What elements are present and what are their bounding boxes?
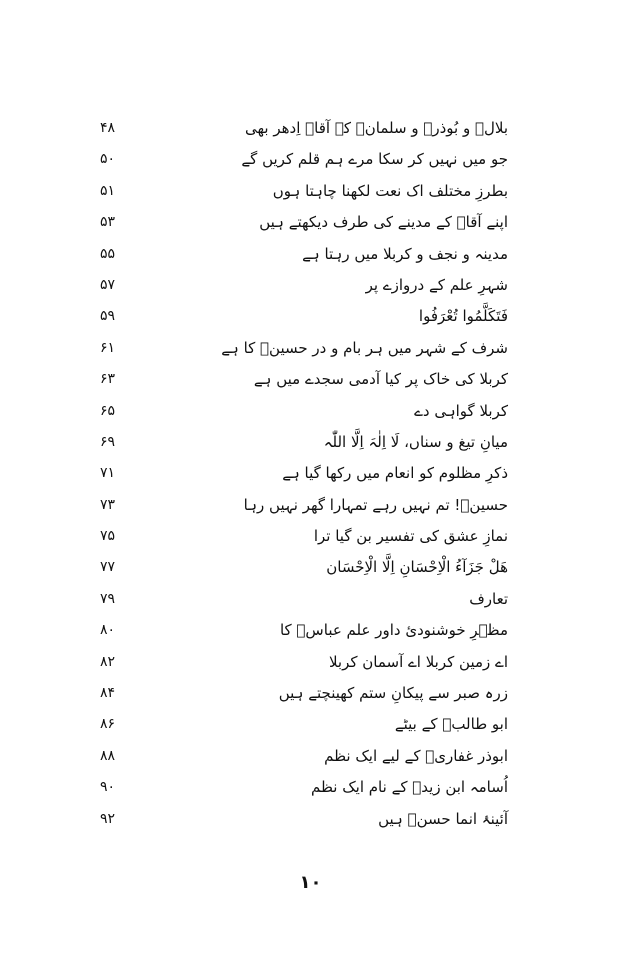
toc-entry-page: ۶۱: [100, 339, 116, 356]
toc-entry-title: کربلا کی خاک پر کیا آدمی سجدے میں ہے: [253, 370, 508, 389]
toc-entry-title: نمازِ عشق کی تفسیر بن گیا ترا: [313, 527, 508, 546]
toc-entry: [100, 521, 508, 552]
toc-entry-page: ۷۳: [100, 496, 116, 513]
toc-entry: [100, 301, 508, 332]
toc-entry: [100, 270, 508, 301]
toc-entry: [100, 427, 508, 458]
toc-entry-title: فَتَكَلَّمُوا تُعْرَفُوا: [418, 307, 508, 326]
toc-entry-page: ۸۲: [100, 653, 116, 670]
toc-entry-title: حسینؑ! تم نہیں رہے تمہارا گھر نہیں رہا: [243, 495, 508, 514]
toc-entry: [100, 741, 508, 772]
toc-entry: [100, 113, 508, 144]
toc-entry-page: ۷۹: [100, 590, 116, 607]
toc-entry: [100, 804, 508, 835]
toc-entry-title: ابوذر غفاریؓ کے لیے ایک نظم: [324, 746, 508, 765]
toc-entry-page: ۹۲: [100, 810, 116, 827]
toc-entry-page: ۹۰: [100, 779, 116, 796]
toc-entry-title: آئینۂ انما حسنؑ ہیں: [378, 809, 508, 828]
toc-entry-title: مدینہ و نجف و کربلا میں رہتا ہے: [302, 244, 508, 263]
toc-entry: [100, 176, 508, 207]
toc-entry-page: ۷۱: [100, 465, 116, 482]
toc-entry-page: ۵۷: [100, 276, 116, 293]
toc-entry: [100, 490, 508, 521]
toc-entry-page: ۵۰: [100, 151, 116, 168]
toc-entry-page: ۴۸: [100, 120, 116, 136]
toc-entry: [100, 144, 508, 175]
toc-entry-title: مظہرِ خوشنودیٔ داور علم عباسؑ کا: [279, 621, 508, 640]
toc-entry: [100, 458, 508, 489]
table-of-contents: [100, 113, 508, 835]
toc-entry-page: ۷۵: [100, 528, 116, 545]
toc-entry-page: ۸۴: [100, 685, 116, 702]
toc-entry: [100, 647, 508, 678]
toc-entry: [100, 364, 508, 395]
toc-entry-page: ۶۹: [100, 433, 116, 450]
toc-entry: [100, 615, 508, 646]
toc-entry-title: اے زمین کربلا اے آسمان کربلا: [328, 652, 508, 671]
toc-entry-page: ۵۳: [100, 214, 116, 231]
toc-entry-title: میانِ تیغ و سناں، لَا اِلٰہَ اِلَّا اللّٰہ: [323, 432, 508, 451]
toc-entry: [100, 396, 508, 427]
toc-entry-page: ۸۰: [100, 622, 116, 639]
toc-entry: [100, 552, 508, 583]
toc-entry-title: تعارف: [469, 589, 508, 608]
toc-entry-page: ۵۵: [100, 245, 116, 262]
toc-entry-title: کربلا گواہی دے: [414, 401, 508, 420]
toc-entry: [100, 772, 508, 803]
toc-entry-page: ۵۱: [100, 182, 116, 199]
toc-entry-title: جو میں نہیں کر سکا مرے ہم قلم کریں گے: [241, 150, 508, 169]
toc-entry-title: شرف کے شہر میں ہر بام و در حسینؑ کا ہے: [221, 338, 508, 357]
toc-entry-title: ذکرِ مظلوم کو انعام میں رکھا گیا ہے: [282, 464, 508, 483]
toc-entry: [100, 709, 508, 740]
toc-entry-title: ابو طالبؑ کے بیٹے: [394, 715, 508, 734]
toc-entry-title: بلالؓ و بُوذرؓ و سلمانؓ کے آقاؐ اِدھر بھی: [245, 119, 508, 137]
toc-entry-page: ۵۹: [100, 308, 116, 325]
page-number: ۱۰: [299, 872, 322, 893]
toc-entry-title: زرہ صبر سے پیکانِ ستم کھینچتے ہیں: [278, 684, 508, 703]
toc-entry-title: اُسامہ ابن زیدؓ کے نام ایک نظم: [311, 778, 508, 797]
toc-entry-page: ۶۵: [100, 402, 116, 419]
toc-entry: [100, 584, 508, 615]
toc-entry-title: بطرزِ مختلف اک نعت لکھنا چاہتا ہوں: [272, 181, 508, 200]
toc-entry-page: ۸۸: [100, 747, 116, 764]
toc-entry-title: اپنے آقاؐ کے مدینے کی طرف دیکھتے ہیں: [259, 213, 508, 232]
toc-entry-page: ۸۶: [100, 716, 116, 733]
toc-entry-page: ۶۳: [100, 371, 116, 388]
toc-entry: [100, 207, 508, 238]
toc-entry: [100, 678, 508, 709]
toc-entry-page: ۷۷: [100, 559, 116, 576]
toc-entry-title: هَلْ جَزَآءُ الْاِحْسَانِ اِلَّا الْاِحْسَان: [326, 558, 508, 577]
toc-entry-title: شہرِ علم کے دروازے پر: [365, 275, 508, 294]
toc-entry: [100, 239, 508, 270]
toc-entry: [100, 333, 508, 364]
